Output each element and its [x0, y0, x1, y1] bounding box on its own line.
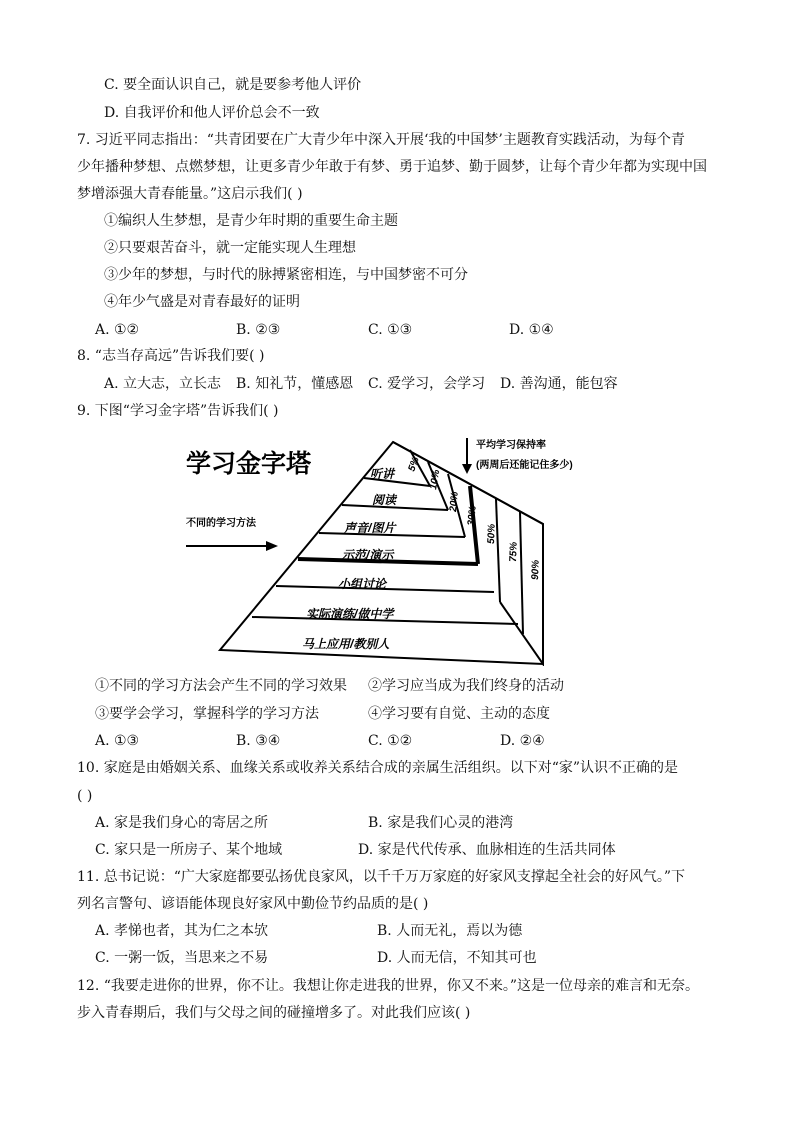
percent-10: 10% [428, 468, 443, 491]
q10-stem-line-1: 10. 家庭是由婚姻关系、血缘关系或收养关系结合成的亲属生活组织。以下对“家”认识不正确的是 [77, 760, 679, 776]
q9-option-b: B. ③④ [236, 733, 281, 749]
q10-stem-line-2: ( ) [77, 788, 93, 804]
q10-options-row-1 [0, 813, 793, 833]
percent-5: 5% [406, 455, 422, 474]
q11-stem-line-2: 列名言警句、谚语能体现良好家风中勤俭节约品质的是( ) [77, 896, 429, 912]
q8-option-a: A. 立大志，立长志 [104, 376, 222, 392]
q11-stem-line-1: 11. 总书记说：“广大家庭都要弘扬优良家风，以千千万万家庭的好家风支撑起全社会的好风气。”下 [77, 869, 686, 885]
q8-options [0, 374, 793, 394]
q11-options-row-1 [0, 921, 793, 941]
q10-option-a: A. 家是我们身心的寄居之所 [95, 815, 269, 831]
option-d-line: D. 自我评价和他人评价总会不一致 [104, 105, 320, 121]
level-reading: 阅读 [372, 493, 397, 507]
figure-title: 学习金字塔 [186, 450, 312, 478]
retention-label: 平均学习保持率 [476, 440, 546, 451]
q9-statements-row-1 [0, 676, 793, 696]
q9-options [0, 731, 793, 751]
arrow-right-head-icon [266, 541, 278, 551]
q12-stem-line-2: 步入青春期后，我们与父母之间的碰撞增多了。对此我们应该( ) [77, 1005, 471, 1021]
q9-option-d: D. ②④ [500, 733, 545, 749]
percent-30: 30% [466, 505, 479, 527]
side-band-5 [496, 499, 500, 602]
q9-statement-1: ①不同的学习方法会产生不同的学习效果 [95, 678, 347, 694]
level-discussion: 小组讨论 [338, 577, 387, 591]
learning-pyramid-figure [178, 434, 614, 666]
q9-stem: 9. 下图“学习金字塔”告诉我们( ) [77, 403, 279, 419]
q7-options [0, 320, 793, 340]
arrow-down-head-icon [462, 464, 472, 474]
q7-statement-3: ③少年的梦想，与时代的脉搏紧密相连，与中国梦密不可分 [104, 267, 468, 283]
retention-subtitle: (两周后还能记住多少) [476, 460, 573, 471]
percent-90: 90% [530, 559, 542, 581]
q8-option-b: B. 知礼节，懂感恩 [236, 376, 354, 392]
q9-statement-3: ③要学会学习，掌握科学的学习方法 [95, 706, 319, 722]
level-teaching: 马上应用/教别人 [302, 637, 390, 651]
q9-statement-2: ②学习应当成为我们终身的活动 [368, 678, 564, 694]
q11-option-a: A. 孝悌也者，其为仁之本欤 [95, 923, 269, 939]
q7-statement-1: ①编织人生梦想，是青少年时期的重要生命主题 [104, 213, 398, 229]
option-c-line: C. 要全面认识自己，就是要参考他人评价 [104, 77, 362, 93]
q7-option-b: B. ②③ [236, 322, 281, 338]
q7-stem-line-2: 少年播种梦想、点燃梦想，让更多青少年敢于有梦、勇于追梦、勤于圆梦，让每个青少年都为实现中国 [77, 159, 707, 175]
q10-option-d: D. 家是代代传承、血脉相连的生活共同体 [358, 842, 616, 858]
q8-option-d: D. 善沟通，能包容 [500, 376, 618, 392]
q11-options-row-2 [0, 948, 793, 968]
q9-option-c: C. ①② [368, 733, 413, 749]
q7-stem-line-3: 梦增添强大青春能量。”这启示我们( ) [77, 186, 303, 202]
q7-option-a: A. ①② [95, 322, 140, 338]
q9-option-a: A. ①③ [95, 733, 140, 749]
q9-statement-4: ④学习要有自觉、主动的态度 [368, 706, 550, 722]
percent-75: 75% [508, 541, 520, 563]
q7-statement-2: ②只要艰苦奋斗，就一定能实现人生理想 [104, 240, 356, 256]
q11-option-d: D. 人而无信，不知其可也 [377, 950, 537, 966]
q8-stem: 8. “志当存高远”告诉我们要( ) [77, 348, 265, 364]
q11-option-b: B. 人而无礼，焉以为德 [377, 923, 523, 939]
q7-stem-line-1: 7. 习近平同志指出：“共青团要在广大青少年中深入开展‘我的中国梦’主题教育实践活动，为每个青 [77, 132, 685, 148]
side-band-6 [520, 512, 523, 634]
q11-option-c: C. 一粥一饭，当思来之不易 [95, 950, 269, 966]
q7-option-c: C. ①③ [368, 322, 413, 338]
methods-label: 不同的学习方法 [186, 518, 256, 529]
level-listening: 听讲 [370, 467, 395, 481]
q9-statements-row-2 [0, 704, 793, 724]
level-audio-visual: 声音/图片 [344, 521, 396, 535]
q7-statement-4: ④年少气盛是对青春最好的证明 [104, 294, 300, 310]
level-practice: 实际演练/做中学 [306, 607, 394, 621]
percent-50: 50% [486, 523, 498, 545]
q10-option-b: B. 家是我们心灵的港湾 [368, 815, 514, 831]
percent-20: 20% [448, 491, 461, 513]
level-demonstration: 示范/演示 [342, 548, 394, 562]
q8-option-c: C. 爱学习，会学习 [368, 376, 486, 392]
q10-options-row-2 [0, 840, 793, 860]
q12-stem-line-1: 12. “我要走进你的世界，你不让。我想让你走进我的世界，你又不来。”这是一位母亲的难言和无奈。 [77, 978, 700, 994]
q7-option-d: D. ①④ [509, 322, 554, 338]
q10-option-c: C. 家只是一所房子、某个地域 [95, 842, 283, 858]
